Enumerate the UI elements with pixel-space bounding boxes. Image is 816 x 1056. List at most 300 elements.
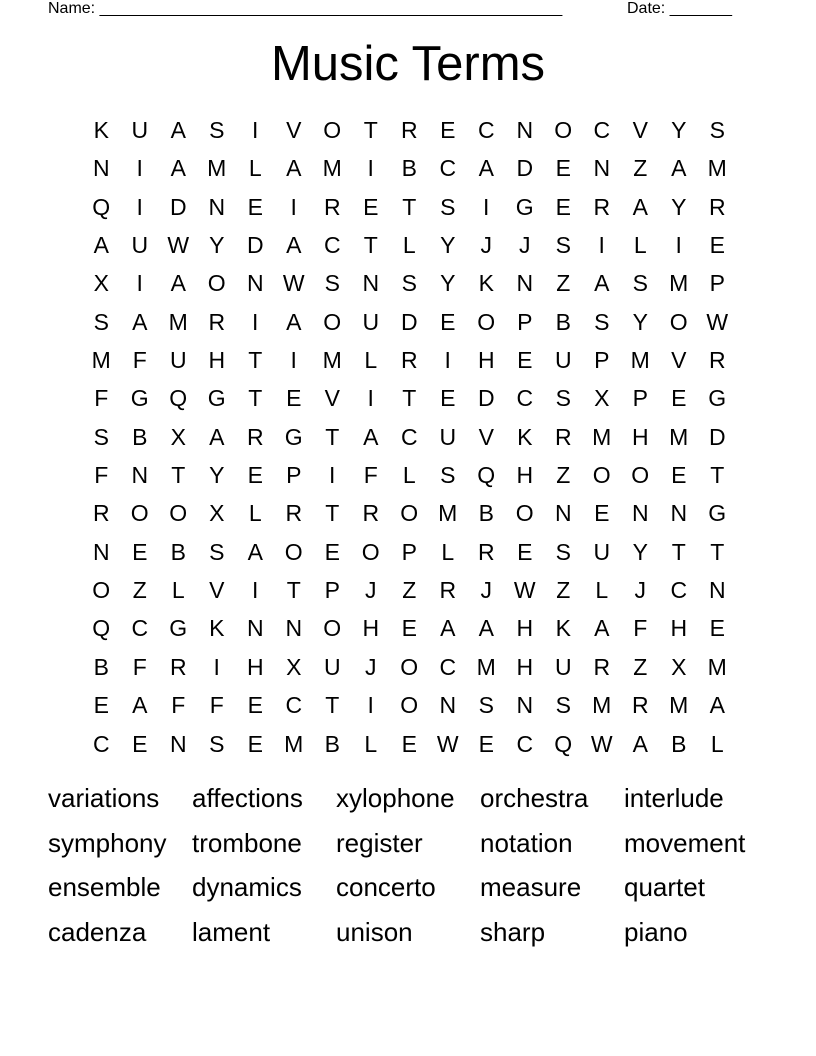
grid-letter: A: [594, 270, 610, 297]
grid-letter: T: [363, 117, 378, 143]
grid-letter: Q: [554, 730, 573, 757]
grid-letter: C: [593, 117, 611, 143]
grid-letter: A: [93, 232, 109, 259]
word-bank-item: cadenza: [48, 916, 147, 947]
word-bank-item: lament: [192, 916, 271, 947]
grid-letter: I: [483, 193, 490, 220]
grid-letter: B: [93, 653, 109, 680]
grid-letter: M: [707, 653, 727, 680]
grid-letter: U: [131, 117, 149, 143]
grid-letter: H: [477, 347, 495, 374]
grid-letter: X: [93, 270, 109, 297]
grid-letter: L: [402, 232, 416, 259]
grid-letter: R: [169, 653, 187, 680]
grid-letter: Q: [92, 193, 111, 220]
name-field-label: Name: ____________________________________________________: [48, 0, 563, 17]
grid-letter: B: [555, 308, 571, 335]
grid-letter: I: [675, 232, 682, 259]
grid-letter: P: [286, 462, 302, 489]
grid-letter: J: [365, 653, 377, 680]
grid-letter: S: [401, 270, 417, 297]
grid-letter: A: [594, 615, 610, 642]
grid-letter: L: [595, 577, 609, 604]
grid-letter: L: [633, 232, 647, 259]
grid-letter: E: [401, 730, 417, 757]
grid-letter: M: [322, 155, 342, 182]
grid-letter: N: [516, 270, 534, 297]
grid-letter: R: [92, 500, 110, 527]
grid-letter: K: [517, 423, 533, 450]
grid-letter: X: [209, 500, 225, 527]
grid-letter: B: [324, 730, 340, 757]
grid-letter: E: [324, 538, 340, 565]
grid-letter: L: [402, 462, 416, 489]
grid-letter: C: [439, 155, 457, 182]
grid-letter: O: [400, 692, 419, 719]
grid-letter: A: [478, 615, 494, 642]
grid-letter: H: [631, 423, 649, 450]
grid-letter: I: [136, 193, 143, 220]
grid-letter: P: [517, 308, 533, 335]
grid-letter: T: [402, 385, 417, 412]
grid-letter: E: [93, 692, 109, 719]
grid-letter: O: [284, 538, 303, 565]
grid-letter: O: [323, 615, 342, 642]
grid-letter: S: [93, 308, 109, 335]
grid-letter: S: [209, 117, 225, 143]
grid-letter: A: [132, 692, 148, 719]
grid-letter: M: [284, 730, 304, 757]
grid-letter: I: [252, 117, 259, 143]
grid-letter: N: [131, 462, 149, 489]
grid-letter: Y: [209, 232, 225, 259]
grid-letter: I: [290, 193, 297, 220]
grid-letter: A: [132, 308, 148, 335]
grid-letter: R: [593, 653, 611, 680]
grid-letter: V: [324, 385, 340, 412]
grid-letter: E: [478, 730, 494, 757]
grid-letter: R: [708, 347, 726, 374]
grid-letter: G: [169, 615, 188, 642]
grid-letter: J: [634, 577, 646, 604]
grid-letter: R: [285, 500, 303, 527]
grid-letter: P: [594, 347, 610, 374]
grid-letter: F: [209, 692, 224, 719]
grid-letter: H: [670, 615, 688, 642]
grid-letter: N: [208, 193, 226, 220]
grid-letter: Z: [556, 577, 571, 604]
grid-letter: O: [631, 462, 650, 489]
grid-letter: T: [325, 423, 340, 450]
grid-letter: H: [516, 653, 534, 680]
grid-letter: B: [478, 500, 494, 527]
word-bank-item: piano: [624, 916, 688, 947]
grid-letter: K: [209, 615, 225, 642]
grid-letter: W: [436, 730, 459, 757]
grid-letter: F: [132, 653, 147, 680]
grid-letter: I: [367, 692, 374, 719]
word-bank-item: affections: [192, 783, 303, 813]
grid-letter: J: [519, 232, 531, 259]
grid-letter: R: [439, 577, 457, 604]
grid-letter: Z: [132, 577, 147, 604]
grid-letter: X: [671, 653, 687, 680]
grid-letter: I: [598, 232, 605, 259]
grid-letter: N: [246, 615, 264, 642]
grid-letter: T: [325, 500, 340, 527]
grid-letter: N: [362, 270, 380, 297]
grid-letter: A: [671, 155, 687, 182]
grid-letter: K: [93, 117, 109, 143]
grid-letter: R: [208, 308, 226, 335]
grid-letter: W: [282, 270, 305, 297]
word-bank-item: concerto: [336, 872, 436, 902]
grid-letter: P: [324, 577, 340, 604]
grid-letter: D: [708, 423, 726, 450]
grid-letter: R: [708, 193, 726, 220]
grid-letter: B: [170, 538, 186, 565]
grid-letter: A: [363, 423, 379, 450]
grid-letter: M: [592, 692, 612, 719]
grid-letter: B: [671, 730, 687, 757]
grid-letter: F: [94, 385, 109, 412]
grid-letter: N: [246, 270, 264, 297]
grid-letter: O: [515, 500, 534, 527]
grid-letter: B: [401, 155, 417, 182]
word-bank-item: sharp: [480, 916, 546, 947]
word-bank-item: quartet: [624, 872, 705, 902]
grid-letter: Y: [440, 270, 456, 297]
grid-letter: E: [440, 385, 456, 412]
page-title: Music Terms: [270, 37, 546, 91]
grid-letter: N: [285, 615, 303, 642]
grid-letter: T: [325, 692, 340, 719]
grid-letter: G: [708, 500, 727, 527]
grid-letter: Z: [556, 270, 571, 297]
grid-letter: L: [710, 730, 724, 757]
grid-letter: E: [132, 538, 148, 565]
grid-letter: I: [252, 577, 259, 604]
grid-letter: I: [367, 155, 374, 182]
word-bank-item: movement: [624, 827, 746, 858]
grid-letter: E: [132, 730, 148, 757]
grid-letter: L: [248, 155, 262, 182]
grid-letter: Y: [209, 462, 225, 489]
grid-letter: U: [362, 308, 380, 335]
grid-letter: G: [207, 385, 226, 412]
grid-letter: M: [669, 423, 689, 450]
grid-letter: K: [478, 270, 494, 297]
grid-letter: F: [633, 615, 648, 642]
grid-letter: U: [439, 423, 457, 450]
grid-letter: T: [248, 385, 263, 412]
grid-letter: O: [323, 308, 342, 335]
grid-letter: M: [592, 423, 612, 450]
grid-letter: R: [554, 423, 572, 450]
word-bank-item: xylophone: [336, 783, 455, 813]
grid-letter: C: [439, 653, 457, 680]
grid-letter: T: [171, 462, 186, 489]
grid-letter: R: [477, 538, 495, 565]
grid-letter: E: [247, 462, 263, 489]
grid-letter: N: [708, 577, 726, 604]
grid-letter: P: [632, 385, 648, 412]
grid-letter: N: [631, 500, 649, 527]
grid-letter: R: [400, 347, 418, 374]
grid-letter: U: [593, 538, 611, 565]
grid-letter: A: [632, 193, 648, 220]
grid-letter: Q: [169, 385, 188, 412]
grid-letter: T: [363, 232, 378, 259]
grid-letter: L: [364, 347, 378, 374]
grid-letter: M: [707, 155, 727, 182]
grid-letter: T: [710, 462, 725, 489]
grid-letter: N: [516, 692, 534, 719]
grid-letter: O: [592, 462, 611, 489]
grid-letter: D: [516, 155, 534, 182]
grid-letter: J: [480, 577, 492, 604]
grid-letter: X: [170, 423, 186, 450]
grid-letter: M: [91, 347, 111, 374]
grid-letter: E: [247, 193, 263, 220]
grid-letter: N: [92, 538, 110, 565]
grid-letter: W: [590, 730, 613, 757]
grid-letter: H: [362, 615, 380, 642]
grid-letter: M: [438, 500, 458, 527]
grid-letter: Q: [92, 615, 111, 642]
grid-letter: A: [478, 155, 494, 182]
grid-letter: X: [286, 653, 302, 680]
grid-letter: V: [632, 117, 648, 143]
grid-letter: V: [209, 577, 225, 604]
grid-letter: W: [167, 232, 190, 259]
grid-letter: H: [208, 347, 226, 374]
grid-letter: E: [594, 500, 610, 527]
grid-letter: A: [440, 615, 456, 642]
grid-letter: C: [516, 730, 534, 757]
grid-letter: M: [168, 308, 188, 335]
grid-letter: R: [362, 500, 380, 527]
grid-letter: E: [517, 347, 533, 374]
grid-letter: E: [440, 308, 456, 335]
grid-letter: F: [94, 462, 109, 489]
grid-letter: E: [401, 615, 417, 642]
grid-letter: A: [632, 730, 648, 757]
grid-letter: O: [669, 308, 688, 335]
grid-letter: S: [632, 270, 648, 297]
grid-letter: C: [131, 615, 149, 642]
grid-letter: U: [323, 653, 341, 680]
word-bank-item: unison: [336, 916, 413, 947]
grid-letter: A: [170, 270, 186, 297]
grid-letter: R: [323, 193, 341, 220]
grid-letter: O: [169, 500, 188, 527]
grid-letter: T: [402, 193, 417, 220]
grid-letter: S: [324, 270, 340, 297]
grid-letter: I: [290, 347, 297, 374]
grid-letter: F: [132, 347, 147, 374]
grid-letter: A: [286, 308, 302, 335]
grid-letter: G: [515, 193, 534, 220]
grid-letter: U: [554, 653, 572, 680]
word-bank-item: variations: [48, 783, 160, 813]
grid-letter: Z: [556, 462, 571, 489]
grid-letter: U: [131, 232, 149, 259]
grid-letter: V: [478, 423, 494, 450]
grid-letter: C: [92, 730, 110, 757]
grid-letter: A: [709, 692, 725, 719]
letter-grid: [82, 111, 737, 763]
grid-letter: E: [247, 730, 263, 757]
grid-letter: Z: [633, 653, 648, 680]
word-bank: [48, 778, 768, 956]
grid-letter: S: [440, 462, 456, 489]
grid-letter: L: [248, 500, 262, 527]
grid-letter: S: [93, 423, 109, 450]
grid-letter: E: [709, 232, 725, 259]
grid-letter: E: [555, 155, 571, 182]
grid-letter: O: [323, 117, 342, 143]
grid-letter: C: [323, 232, 341, 259]
grid-letter: S: [555, 692, 571, 719]
grid-letter: Y: [671, 193, 687, 220]
grid-letter: M: [669, 692, 689, 719]
grid-letter: V: [671, 347, 687, 374]
grid-letter: B: [132, 423, 148, 450]
grid-letter: O: [477, 308, 496, 335]
grid-letter: W: [513, 577, 536, 604]
grid-letter: K: [555, 615, 571, 642]
grid-letter: I: [367, 385, 374, 412]
grid-letter: P: [709, 270, 725, 297]
grid-letter: Z: [402, 577, 417, 604]
word-bank-item: notation: [480, 827, 573, 858]
grid-letter: H: [516, 462, 534, 489]
grid-letter: L: [441, 538, 455, 565]
grid-letter: T: [710, 538, 725, 565]
grid-letter: C: [400, 423, 418, 450]
grid-letter: Y: [671, 117, 687, 143]
grid-letter: C: [670, 577, 688, 604]
grid-letter: O: [400, 653, 419, 680]
grid-letter: A: [170, 117, 186, 143]
grid-letter: M: [322, 347, 342, 374]
grid-letter: N: [593, 155, 611, 182]
grid-letter: F: [171, 692, 186, 719]
grid-letter: Y: [632, 538, 648, 565]
word-bank-item: ensemble: [48, 872, 161, 902]
grid-letter: U: [554, 347, 572, 374]
grid-letter: E: [517, 538, 533, 565]
grid-letter: S: [440, 193, 456, 220]
grid-letter: S: [555, 232, 571, 259]
grid-letter: N: [670, 500, 688, 527]
word-bank-item: interlude: [624, 783, 724, 813]
grid-letter: J: [365, 577, 377, 604]
grid-letter: R: [593, 193, 611, 220]
grid-letter: E: [286, 385, 302, 412]
grid-letter: I: [252, 308, 259, 335]
grid-letter: I: [444, 347, 451, 374]
grid-letter: E: [247, 692, 263, 719]
grid-letter: A: [209, 423, 225, 450]
grid-letter: O: [400, 500, 419, 527]
word-bank-item: symphony: [48, 827, 167, 858]
grid-letter: R: [246, 423, 264, 450]
grid-letter: H: [246, 653, 264, 680]
grid-letter: D: [246, 232, 264, 259]
grid-letter: O: [92, 577, 111, 604]
grid-letter: E: [671, 462, 687, 489]
grid-letter: O: [361, 538, 380, 565]
grid-letter: I: [213, 653, 220, 680]
grid-letter: O: [130, 500, 149, 527]
grid-letter: A: [286, 232, 302, 259]
grid-letter: J: [480, 232, 492, 259]
grid-letter: N: [554, 500, 572, 527]
word-bank-item: measure: [480, 872, 582, 902]
grid-letter: G: [284, 423, 303, 450]
grid-letter: I: [329, 462, 336, 489]
grid-letter: P: [401, 538, 417, 565]
grid-letter: S: [478, 692, 494, 719]
grid-letter: I: [136, 155, 143, 182]
grid-letter: N: [439, 692, 457, 719]
grid-letter: E: [709, 615, 725, 642]
grid-letter: W: [706, 308, 729, 335]
word-bank-item: orchestra: [480, 783, 589, 813]
grid-letter: N: [169, 730, 187, 757]
grid-letter: E: [555, 193, 571, 220]
grid-letter: N: [516, 117, 534, 143]
grid-letter: I: [136, 270, 143, 297]
grid-letter: A: [170, 155, 186, 182]
word-bank-item: register: [336, 827, 423, 858]
grid-letter: D: [477, 385, 495, 412]
grid-letter: R: [631, 692, 649, 719]
grid-letter: G: [708, 385, 727, 412]
grid-letter: M: [630, 347, 650, 374]
grid-letter: D: [400, 308, 418, 335]
grid-letter: C: [477, 117, 495, 143]
grid-letter: Z: [633, 155, 648, 182]
grid-letter: R: [400, 117, 418, 143]
grid-letter: S: [209, 730, 225, 757]
grid-letter: C: [285, 692, 303, 719]
grid-letter: N: [92, 155, 110, 182]
grid-letter: H: [516, 615, 534, 642]
word-bank-item: trombone: [192, 827, 302, 858]
grid-letter: X: [594, 385, 610, 412]
grid-letter: E: [440, 117, 456, 143]
date-field-label: Date: _______: [627, 0, 732, 17]
grid-letter: S: [594, 308, 610, 335]
grid-letter: A: [247, 538, 263, 565]
grid-letter: S: [555, 385, 571, 412]
grid-letter: E: [363, 193, 379, 220]
grid-letter: M: [476, 653, 496, 680]
grid-letter: S: [209, 538, 225, 565]
grid-letter: Y: [632, 308, 648, 335]
grid-letter: F: [363, 462, 378, 489]
grid-letter: S: [709, 117, 725, 143]
grid-letter: L: [171, 577, 185, 604]
grid-letter: D: [169, 193, 187, 220]
grid-letter: S: [555, 538, 571, 565]
grid-letter: Q: [477, 462, 496, 489]
grid-letter: O: [207, 270, 226, 297]
grid-letter: A: [286, 155, 302, 182]
